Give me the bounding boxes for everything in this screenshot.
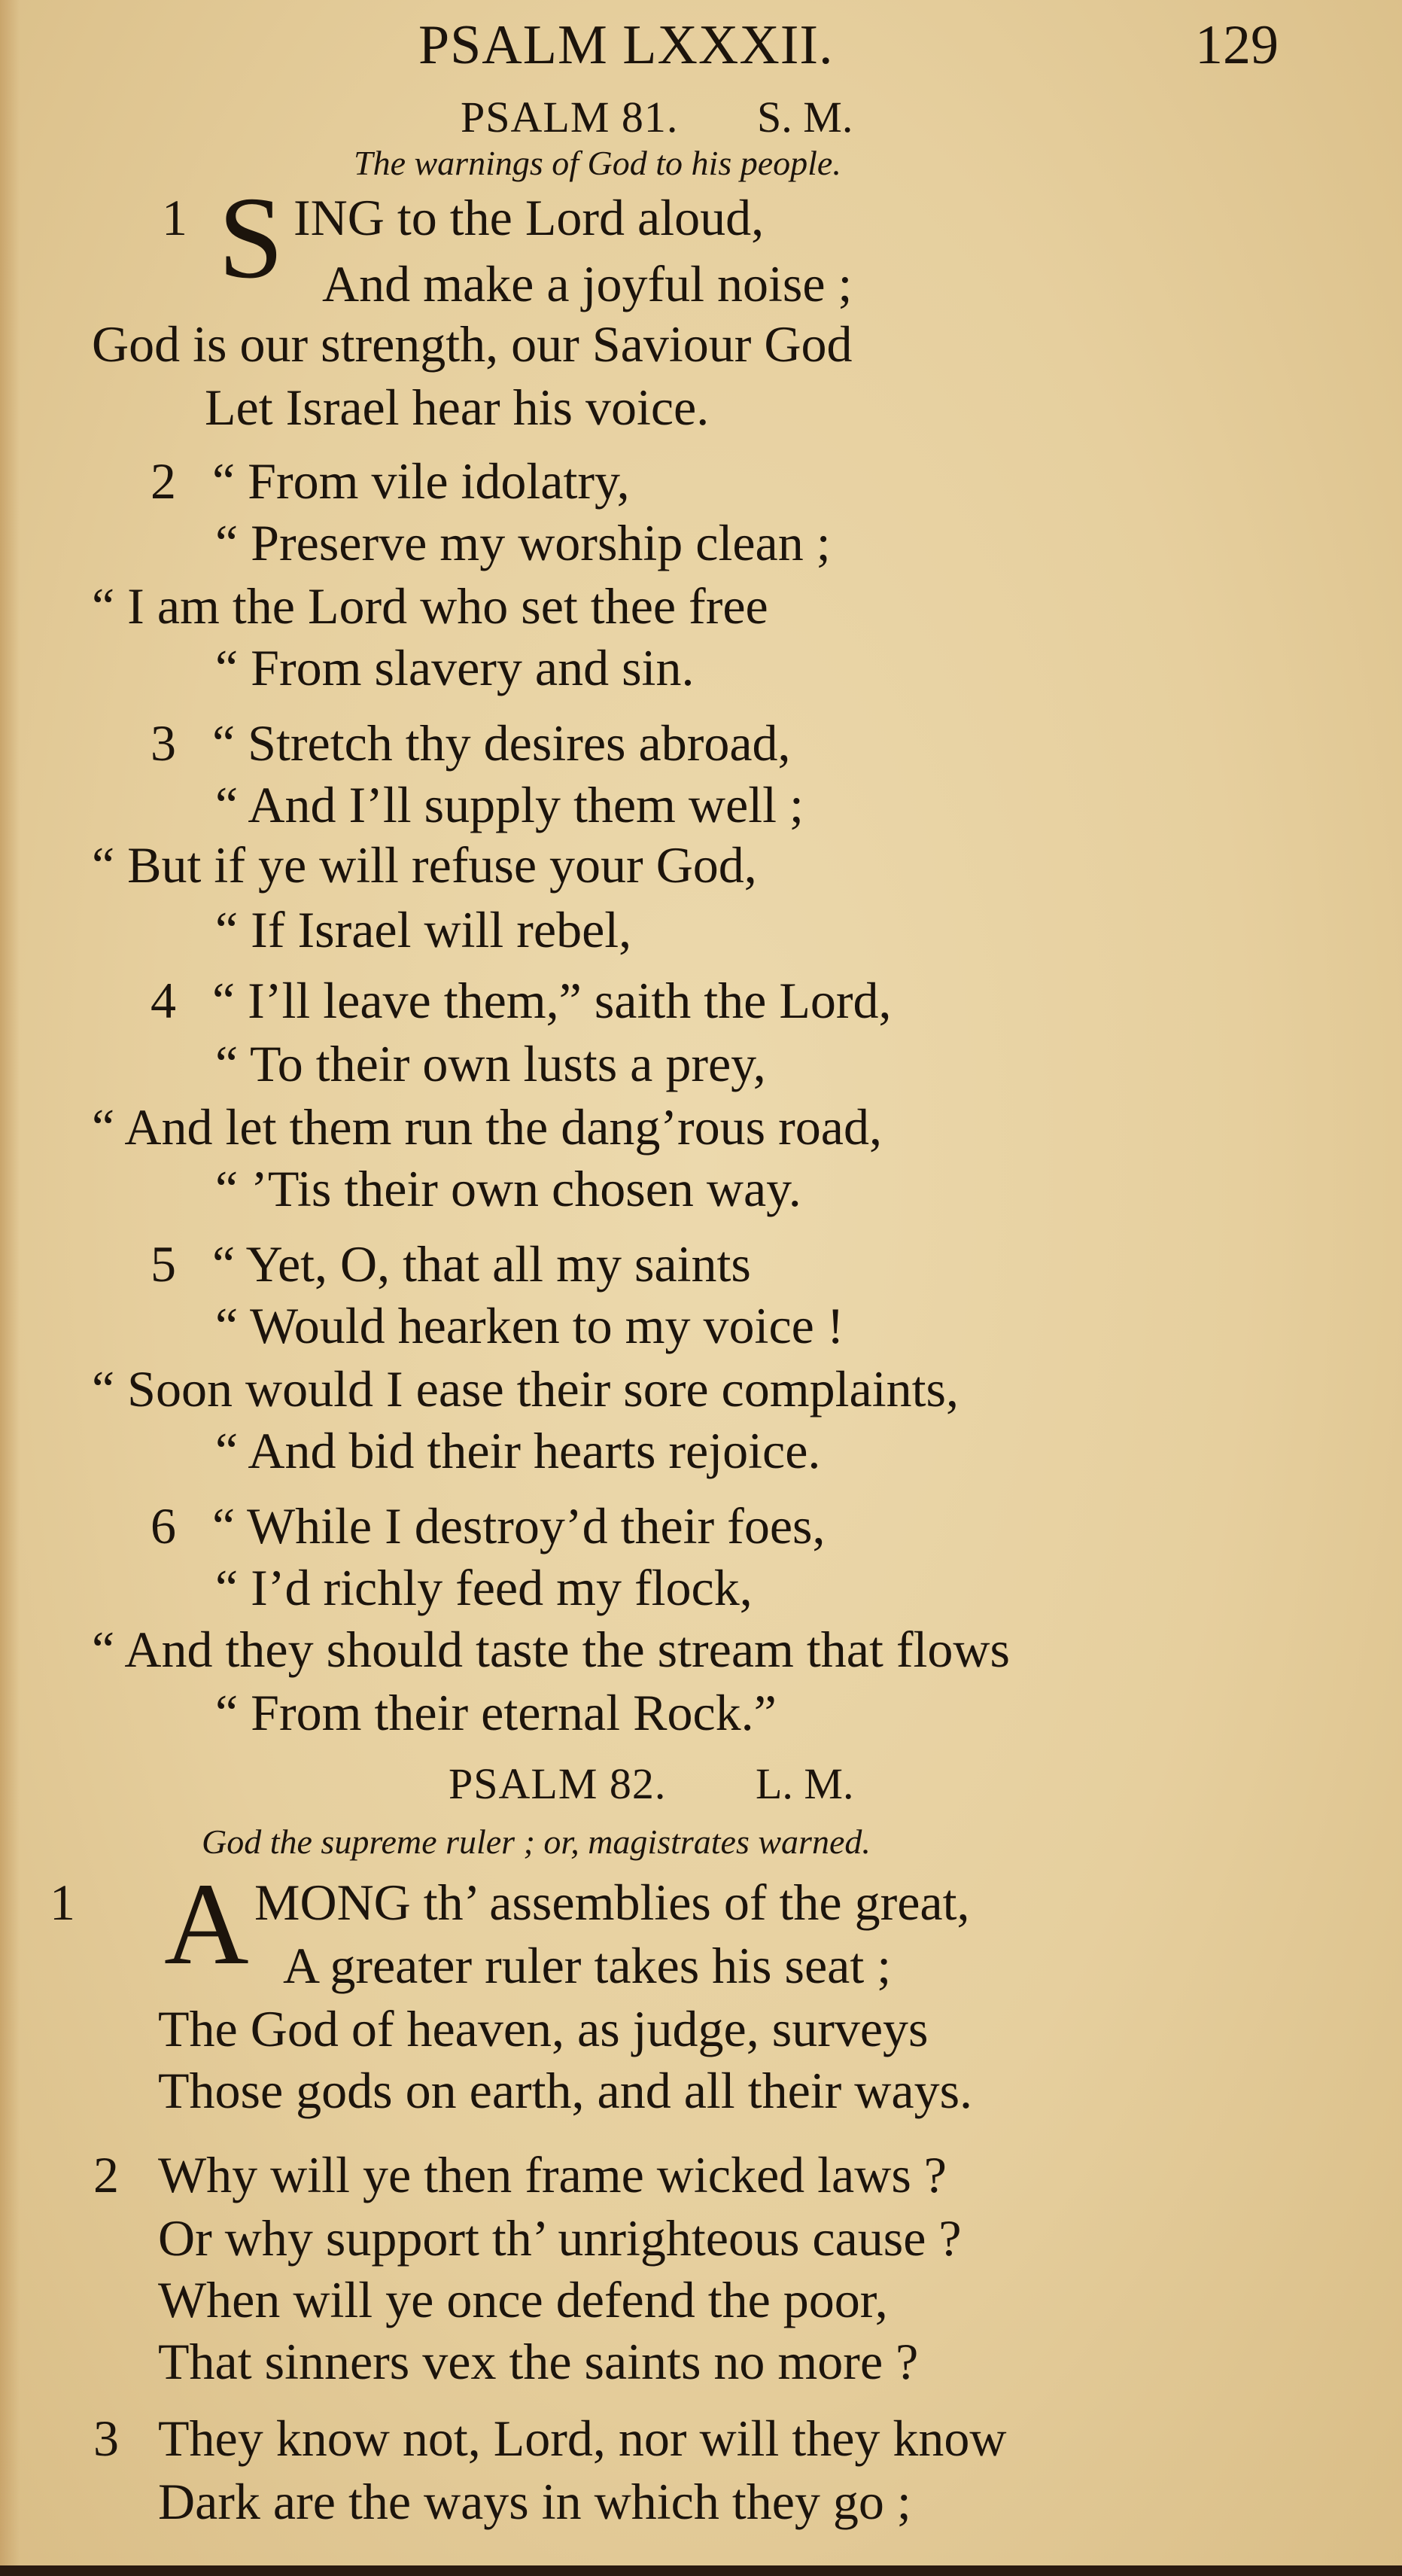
verse-line: “ I am the Lord who set thee free [92,577,768,635]
verse-line: “ From slavery and sin. [215,639,695,696]
verse-line: MONG th’ assemblies of the great, [254,1874,970,1931]
verse-line: “ I’ll leave them,” saith the Lord, [212,972,892,1029]
verse-line: Those gods on earth, and all their ways. [158,2062,973,2119]
verse-line: “ From their eternal Rock.” [215,1684,777,1741]
verse-line: Let Israel hear his voice. [205,379,710,436]
verse-number: 4 [151,972,176,1029]
verse-line: “ While I destroy’d their foes, [212,1497,826,1554]
verse-number: 6 [151,1497,176,1554]
verse-line: “ To their own lusts a prey, [215,1035,766,1092]
verse-line: Why will ye then frame wicked laws ? [158,2146,947,2203]
verse-line: God is our strength, our Saviour God [92,315,853,373]
verse-line: A greater ruler takes his seat ; [283,1937,892,1994]
psalm-meter: L. M. [756,1759,854,1808]
verse-line: “ Stretch thy desires abroad, [212,714,791,772]
verse-number: 3 [151,714,176,772]
verse-line: Dark are the ways in which they go ; [158,2473,911,2530]
verse-number: 5 [151,1235,176,1293]
verse-line: “ But if ye will refuse your God, [92,836,757,894]
verse-line: “ If Israel will rebel, [215,901,632,958]
verse-line: “ And they should taste the stream that flows [92,1621,1010,1678]
verse-line: ING to the Lord aloud, [293,189,765,246]
drop-cap: S [218,172,284,303]
psalm-subtitle: The warnings of God to his people. [354,144,841,182]
drop-cap: A [164,1859,249,1989]
page-bottom-edge [0,2565,1402,2576]
verse-number: 1 [162,189,187,246]
verse-line: “ And I’ll supply them well ; [215,776,804,833]
psalm-subtitle: God the supreme ruler ; or, magistrates warned. [202,1822,871,1861]
verse-line: When will ye once defend the poor, [158,2271,888,2328]
verse-line: That sinners vex the saints no more ? [158,2333,919,2390]
verse-line: “ I’d richly feed my flock, [215,1559,753,1616]
verse-number: 2 [151,452,176,510]
verse-line: And make a joyful noise ; [322,255,853,312]
verse-line: “ Soon would I ease their sore complaints, [92,1360,959,1417]
verse-line: They know not, Lord, nor will they know [158,2410,1007,2467]
verse-line: “ Would hearken to my voice ! [215,1297,844,1354]
verse-line: Or why support th’ unrighteous cause ? [158,2209,962,2267]
verse-line: “ From vile idolatry, [212,452,630,510]
verse-number: 2 [93,2146,119,2203]
verse-line: “ And bid their hearts rejoice. [215,1422,821,1479]
psalm-heading: PSALM 82. [449,1759,667,1808]
page-number: 129 [1195,14,1279,76]
verse-line: “ Preserve my worship clean ; [215,514,831,571]
verse-line: The God of heaven, as judge, surveys [158,2000,929,2057]
psalm-meter: S. M. [757,93,853,142]
verse-number: 3 [93,2410,119,2467]
verse-line: “ And let them run the dang’rous road, [92,1098,882,1156]
verse-line: “ ’Tis their own chosen way. [215,1160,801,1217]
running-head: PSALM LXXXII. [418,14,834,76]
psalm-heading: PSALM 81. [461,93,679,142]
verse-number: 1 [50,1874,75,1931]
verse-line: “ Yet, O, that all my saints [212,1235,751,1293]
